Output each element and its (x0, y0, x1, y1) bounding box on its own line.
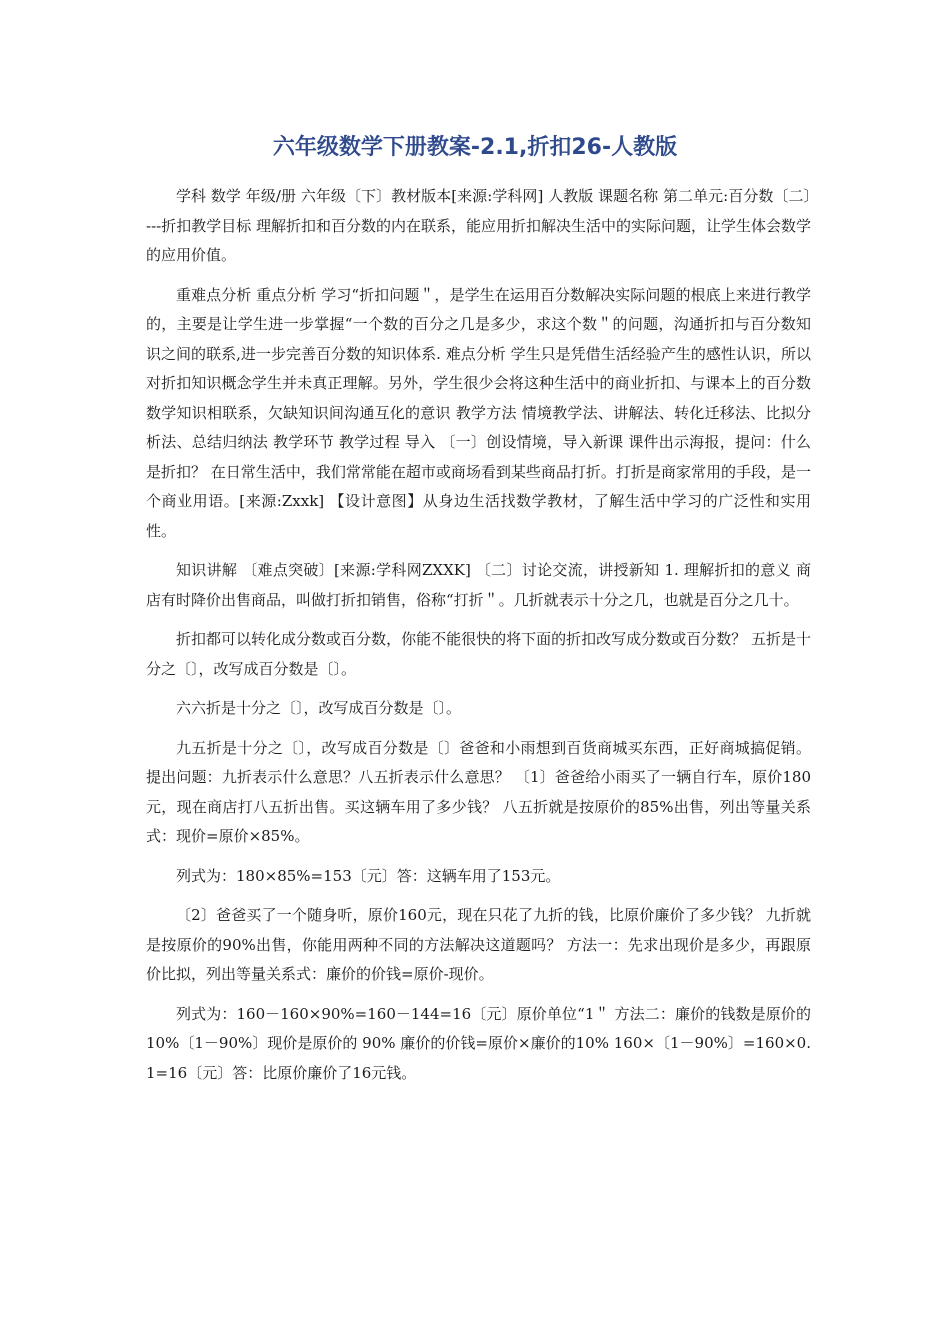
document-body (146, 182, 811, 1098)
paragraph-bike-answer: 列式为：180×85%=153〔元〕答：这辆车用了153元。 (176, 866, 561, 885)
paragraph-sixty-six-percent: 六六折是十分之〔〕，改写成百分数是〔〕。 (176, 699, 462, 717)
paragraph-music-player-problem: 〔2〕爸爸买了一个随身听，原价160元，现在只花了九折的钱，比原价廉价了多少钱？ 九折就是按原价的90%出售，你能用两种不同的方法解决这道题吗？ 方法一：先求出现价是多少，再跟原价比拟，列出等量关系式：廉价的价钱=原价-现价。 (146, 906, 811, 983)
paragraph-knowledge-explanation: 知识讲解 〔难点突破〕[来源:学科网ZXXK] 〔二〕讨论交流，讲授新知 1. 理解折扣的意义 商店有时降价出售商品，叫做打折扣销售，俗称“打折＂。几折就表示十分之几，也就是百分之几十。 (146, 561, 811, 609)
paragraph-conversion-question: 折扣都可以转化成分数或百分数，你能不能很快的将下面的折扣改写成分数或百分数？ 五折是十分之〔〕，改写成百分数是〔〕。 (146, 630, 811, 678)
paragraph-method-two: 列式为：160－160×90%=160－144=16〔元〕原价单位“1＂ 方法二：廉价的钱数是原价的10%〔1－90%〕现价是原价的 90% 廉价的价钱=原价×廉价的10% 160×〔1－90%〕=160×0.1=16〔元〕答：比原价廉价了16元钱。 (146, 1004, 811, 1082)
paragraph-subject-info: 学科 数学 年级/册 六年级〔下〕教材版本[来源:学科网] 人教版 课题名称 第二单元:百分数〔二〕---折扣教学目标 理解折扣和百分数的内在联系，能应用折扣解决生活中的实际问题，让学生体会数学的应用价值。 (146, 187, 811, 264)
paragraph-ninety-five-percent: 九五折是十分之〔〕，改写成百分数是〔〕爸爸和小雨想到百货商城买东西，正好商城搞促销。提出问题：九折表示什么意思？八五折表示什么意思？ 〔1〕爸爸给小雨买了一辆自行车，原价180元，现在商店打八五折出售。买这辆车用了多少钱？ 八五折就是按原价的85%出售，列出等量关系式：现价=原价×85%。 (146, 738, 811, 845)
paragraph-key-difficulties: 重难点分析 重点分析 学习“折扣问题＂，是学生在运用百分数解决实际问题的根底上来进行教学的，主要是让学生进一步掌握“一个数的百分之几是多少，求这个数＂的问题，沟通折扣与百分数知识之间的联系,进一步完善百分数的知识体系. 难点分析 学生只是凭借生活经验产生的感性认识，所以对折扣知识概念学生并未真正理解。另外，学生很少会将这种生活中的商业折扣、与课本上的百分数数学知识相联系，欠缺知识间沟通互化的意识 教学方法 情境教学法、讲解法、转化迁移法、比拟分析法、总结归纳法 教学环节 教学过程 导入 〔一〕创设情境，导入新课 课件出示海报，提问：什么是折扣？ 在日常生活中，我们常常能在超市或商场看到某些商品打折。打折是商家常用的手段，是一个商业用语。[来源:Zxxk] 【设计意图】从身边生活找数学教材，了解生活中学习的广泛性和实用性。 (146, 285, 811, 540)
document-title: 六年级数学下册教案-2.1,折扣26-人教版 (272, 135, 678, 160)
